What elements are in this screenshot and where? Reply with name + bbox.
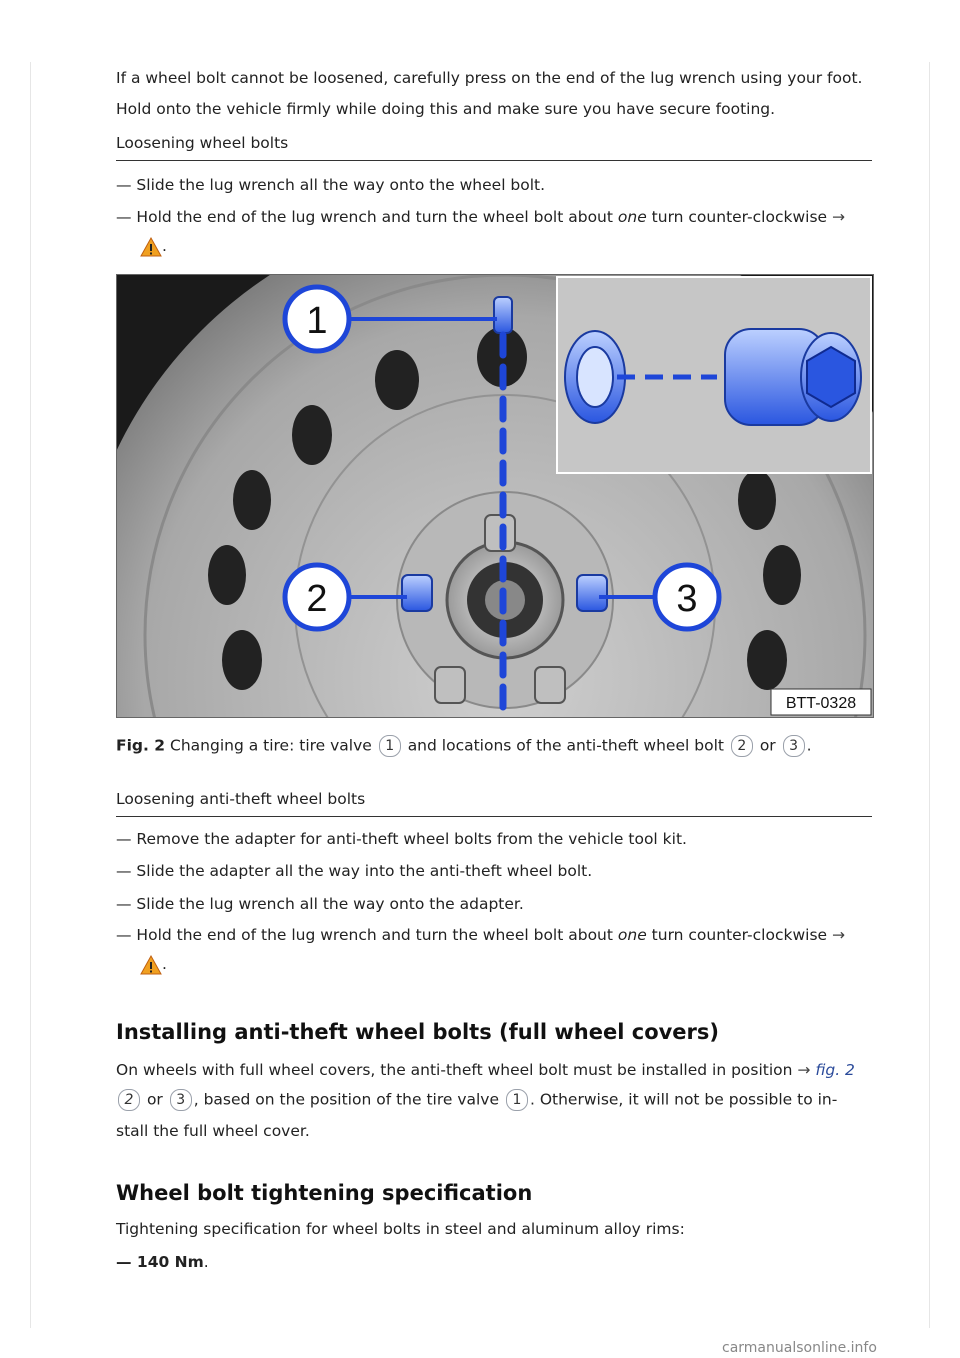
tire-valve: [494, 297, 512, 333]
step-slide-adapter: — Slide the adapter all the way into the anti-theft wheel bolt.: [116, 862, 593, 880]
wheel-illustration: [117, 275, 873, 717]
warning-icon: [140, 955, 162, 975]
callout-3: [655, 565, 719, 629]
heading-tightening-spec: Wheel bolt tightening specification: [116, 1181, 533, 1205]
section-title-loosening: Loosening wheel bolts: [116, 134, 289, 152]
site-watermark: carmanualsonline.info: [722, 1340, 877, 1356]
bolt-position-3: [577, 575, 607, 611]
installing-text-line-1: On wheels with full wheel covers, the anti-theft wheel bolt must be installed in position → fig. 2: [116, 1061, 855, 1079]
section-rule: [116, 816, 872, 817]
callout-badge-2: 2: [731, 735, 753, 757]
figure-code-label: [771, 689, 871, 715]
figure-caption: Fig. 2 Changing a tire: tire valve 1 and locations of the anti-theft wheel bolt 2 or 3 .: [116, 735, 812, 757]
callout-badge-3: 3: [783, 735, 805, 757]
callout-badge-2: 2: [118, 1089, 140, 1111]
step-turn-bolt: — Hold the end of the lug wrench and turn the wheel bolt about one turn counter-clockwise →: [116, 208, 845, 226]
step-slide-wrench: — Slide the lug wrench all the way onto the wheel bolt.: [116, 176, 546, 194]
wheel-figure: [116, 274, 874, 718]
adapter-inset: [557, 277, 871, 473]
left-margin-line: [30, 62, 31, 1328]
callout-2: [285, 565, 349, 629]
step-turn-anti-theft-bolt: — Hold the end of the lug wrench and turn the wheel bolt about one turn counter-clockwise →: [116, 926, 845, 944]
heading-installing-anti-theft: Installing anti-theft wheel bolts (full wheel covers): [116, 1020, 720, 1044]
svg-text:3: 3: [676, 578, 698, 620]
arrow-icon: →: [832, 208, 845, 226]
tightening-text: Tightening specification for wheel bolts in steel and aluminum alloy rims:: [116, 1220, 685, 1238]
warning-icon: [140, 237, 162, 257]
right-margin-line: [929, 62, 930, 1328]
step-slide-wrench-adapter: — Slide the lug wrench all the way onto the adapter.: [116, 895, 524, 913]
installing-text-line-2: 2 or 3 , based on the position of the tire valve 1 . Otherwise, it will not be possible to in-: [116, 1089, 837, 1111]
arrow-icon: →: [832, 926, 845, 944]
tightening-value: — 140 Nm.: [116, 1253, 209, 1271]
section-rule: [116, 160, 872, 161]
callout-badge-1: 1: [506, 1089, 528, 1111]
callout-badge-1: 1: [379, 735, 401, 757]
figure-link[interactable]: fig. 2: [815, 1061, 855, 1079]
callout-badge-3: 3: [170, 1089, 192, 1111]
callout-1: [285, 287, 349, 351]
section-title-anti-theft: Loosening anti-theft wheel bolts: [116, 790, 366, 808]
installing-text-line-3: stall the full wheel cover.: [116, 1122, 310, 1140]
svg-text:BTT-0328: BTT-0328: [785, 695, 857, 712]
warning-ref[interactable]: .: [140, 954, 167, 975]
step-remove-adapter: — Remove the adapter for anti-theft wheel bolts from the vehicle tool kit.: [116, 830, 687, 848]
intro-line-2: Hold onto the vehicle firmly while doing this and make sure you have secure footing.: [116, 100, 776, 118]
arrow-icon: →: [797, 1061, 811, 1079]
warning-ref[interactable]: .: [140, 236, 167, 257]
svg-text:1: 1: [306, 300, 328, 342]
intro-line-1: If a wheel bolt cannot be loosened, carefully press on the end of the lug wrench using your foot.: [116, 69, 863, 87]
svg-text:2: 2: [306, 578, 328, 620]
bolt-position-2: [402, 575, 432, 611]
